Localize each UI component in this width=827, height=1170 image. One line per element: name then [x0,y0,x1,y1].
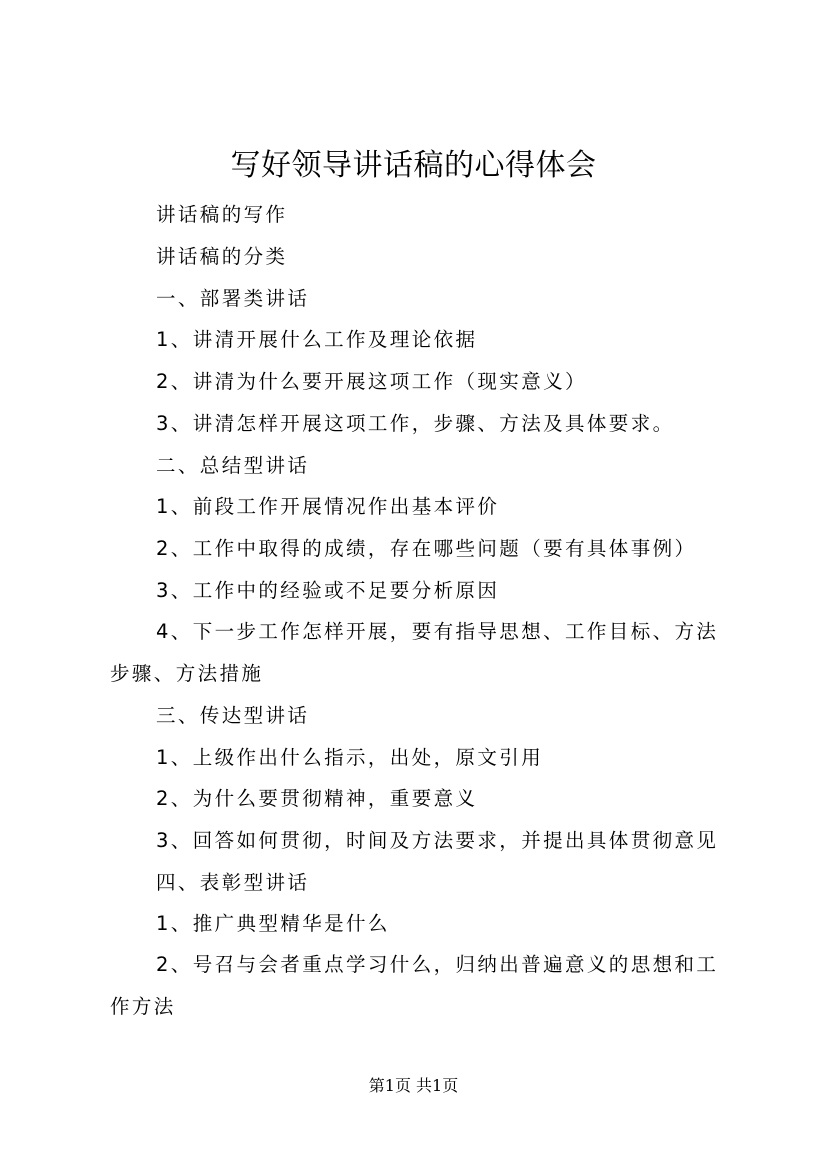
list-item: 3、讲清怎样开展这项工作，步骤、方法及具体要求。 [156,412,675,435]
list-item: 2、工作中取得的成绩，存在哪些问题（要有具体事例） [156,537,697,560]
document-title: 写好领导讲话稿的心得体会 [230,148,597,183]
section-heading: 一、部署类讲话 [156,287,310,310]
section-heading: 二、总结型讲话 [156,454,310,477]
section-heading: 三、传达型讲话 [156,704,310,727]
page-number-footer: 第1页 共1页 [368,1076,459,1095]
list-item: 1、推广典型精华是什么 [156,912,390,935]
list-item: 1、上级作出什么指示，出处，原文引用 [156,746,544,769]
list-item-wrapped: 2、号召与会者重点学习什么，归纳出普遍意义的思想和工作方法 [110,953,719,1018]
section-heading: 四、表彰型讲话 [156,871,310,894]
list-item: 1、前段工作开展情况作出基本评价 [156,495,500,518]
list-item: 1、讲清开展什么工作及理论依据 [156,328,478,351]
list-item: 2、讲清为什么要开展这项工作（现实意义） [156,370,587,393]
paragraph-line: 讲话稿的分类 [156,245,288,268]
paragraph-line: 讲话稿的写作 [156,203,288,226]
list-item: 3、工作中的经验或不足要分析原因 [156,579,500,602]
list-item-wrapped: 4、下一步工作怎样开展，要有指导思想、工作目标、方法步骤、方法措施 [110,620,719,685]
list-item: 3、回答如何贯彻，时间及方法要求，并提出具体贯彻意见 [156,829,719,852]
list-item: 2、为什么要贯彻精神，重要意义 [156,787,478,810]
